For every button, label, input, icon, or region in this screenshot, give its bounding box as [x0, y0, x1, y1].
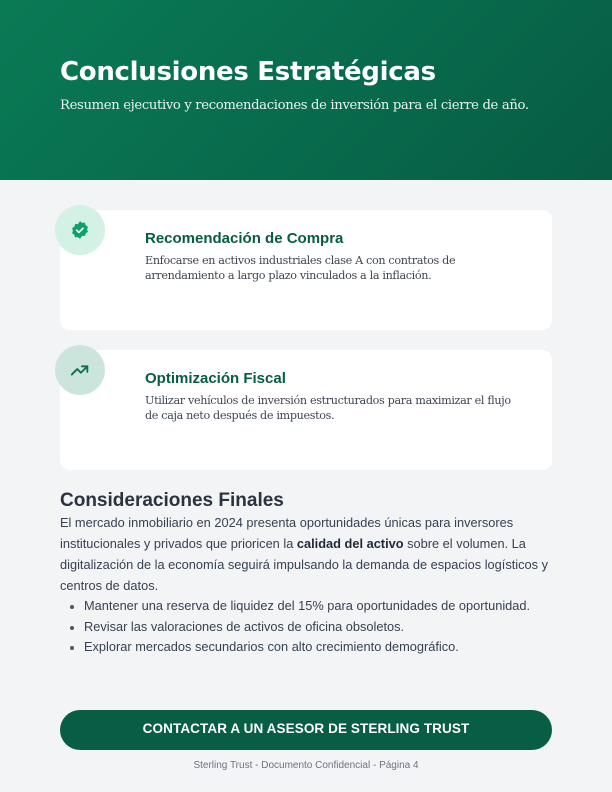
list-item: Mantener una reserva de liquidez del 15% para oportunidades de oportunidad. — [60, 596, 540, 617]
section-paragraph — [60, 512, 560, 596]
recommendation-card-purchase — [60, 210, 552, 330]
paragraph-text: El mercado inmobiliario en 2024 presenta oportunidades únicas para inversores institucionales y privados que prioricen la — [60, 515, 514, 551]
section-title: Consideraciones Finales — [60, 490, 284, 511]
list-item: Revisar las valoraciones de activos de oficina obsoletos. — [60, 617, 540, 638]
contact-advisor-button[interactable]: CONTACTAR A UN ASESOR DE STERLING TRUST — [60, 710, 552, 750]
list-item: Explorar mercados secundarios con alto crecimiento demográfico. — [60, 637, 540, 658]
trending-up-icon — [69, 359, 91, 381]
page-title: Conclusiones Estratégicas — [60, 57, 436, 87]
card-title: Recomendación de Compra — [145, 230, 344, 247]
paragraph-emphasis: calidad del activo — [296, 536, 404, 551]
card-description: Utilizar vehículos de inversión estructurados para maximizar el flujo de caja neto después de impuestos. — [145, 394, 511, 422]
page-footer: Sterling Trust - Documento Confidencial - Página 4 — [193, 760, 419, 771]
card-icon-container — [55, 345, 105, 395]
page-subtitle: Resumen ejecutivo y recomendaciones de inversión para el cierre de año. — [60, 98, 529, 113]
paragraph-text: sobre el volumen. La digitalización de la economía seguirá impulsando la demanda de espacios logísticos y centros de datos. — [60, 536, 548, 593]
card-icon-container — [55, 205, 105, 255]
recommendation-list — [60, 596, 540, 658]
recommendation-card-tax — [60, 350, 552, 470]
hero-header — [0, 0, 612, 180]
card-description: Enfocarse en activos industriales clase A con contratos de arrendamiento a largo plazo vinculados a la inflación. — [145, 254, 456, 282]
check-badge-icon — [70, 220, 90, 240]
card-title: Optimización Fiscal — [145, 370, 286, 387]
